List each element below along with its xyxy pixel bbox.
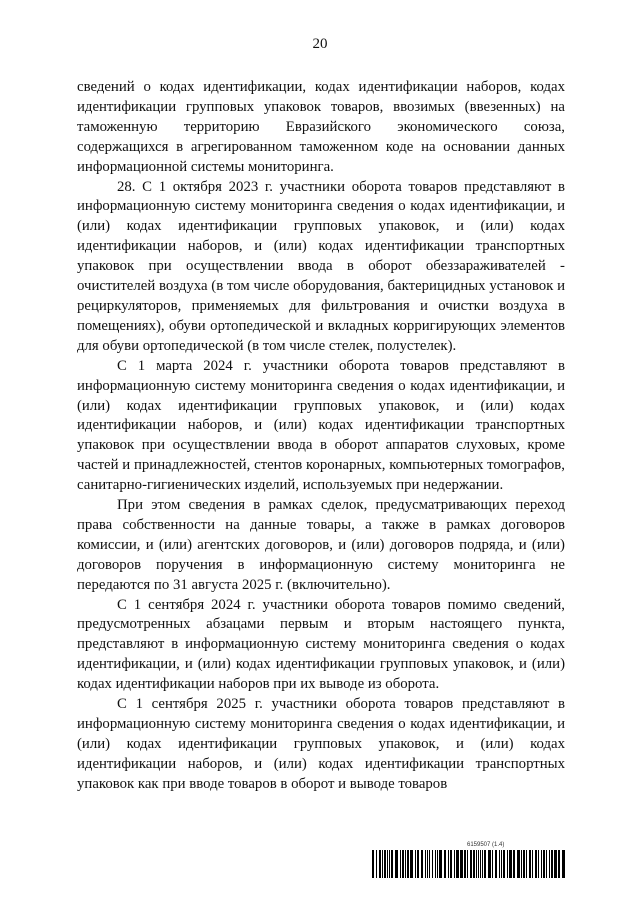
- paragraph-september-2024: С 1 сентября 2024 г. участники оборота товаров помимо сведений, предусмотренных абзацами первым и вторым настоящего пункта, представляют в информационную систему мониторинга сведения о кодах идентификации, и (или) кодах идентификации групповых упаковок, и (или) кодах идентификации наборов при их выводе из оборота.: [77, 596, 565, 693]
- paragraph-march-2024: С 1 марта 2024 г. участники оборота товаров представляют в информационную систему мониторинга сведения о кодах идентификации, и (или) кодах идентификации групповых упаковок, и (или) кодах идентификации наборов, и (или) кодах идентификации транспортных упаковок при осуществлении ввода в оборот аппаратов слуховых, кроме частей и принадлежностей, стентов коронарных, компьютерных томографов, санитарно-гигиенических изделий, используемых при недержании.: [77, 357, 565, 494]
- paragraph-continuation: сведений о кодах идентификации, кодах идентификации наборов, кодах идентификации групповых упаковок товаров, ввозимых (ввезенных) на таможенную территорию Евразийского экономического союза, содержащихся в агрегированном таможенном коде на основании данных информационной системы мониторинга.: [77, 79, 565, 175]
- barcode-image: [372, 850, 567, 878]
- document-body: [77, 78, 565, 795]
- paragraph-september-2025: С 1 сентября 2025 г. участники оборота товаров представляют в информационную систему мониторинга сведения о кодах идентификации, и (или) кодах идентификации групповых упаковок, и (или) кодах идентификации наборов, и (или) кодах идентификации транспортных упаковок как при вводе товаров в оборот и выводе товаров: [77, 696, 565, 792]
- paragraph-item-28: 28. С 1 октября 2023 г. участники оборота товаров представляют в информационную систему мониторинга сведения о кодах идентификации, и (или) кодах идентификации групповых упаковок, и (или) кодах идентификации наборов, и (или) кодах идентификации транспортных упаковок при осуществлении ввода в оборот обеззараживателей - очистителей воздуха (в том числе оборудования, бактерицидных установок и рециркуляторов, применяемых для фильтрования и очистки воздуха в помещениях), обуви ортопедической и вкладных корригирующих элементов для обуви ортопедической (в том числе стелек, полустелек).: [77, 178, 565, 354]
- document-code: 6159507 (1.4): [467, 842, 505, 848]
- paragraph-transactions-note: При этом сведения в рамках сделок, предусматривающих переход права собственности на данные товары, а также в рамках договоров комиссии, и (или) агентских договоров, и (или) договоров подряда, и (или) договоров поручения в информационную систему мониторинга не передаются по 31 августа 2025 г. (включительно).: [77, 497, 565, 593]
- page-number: 20: [312, 36, 328, 52]
